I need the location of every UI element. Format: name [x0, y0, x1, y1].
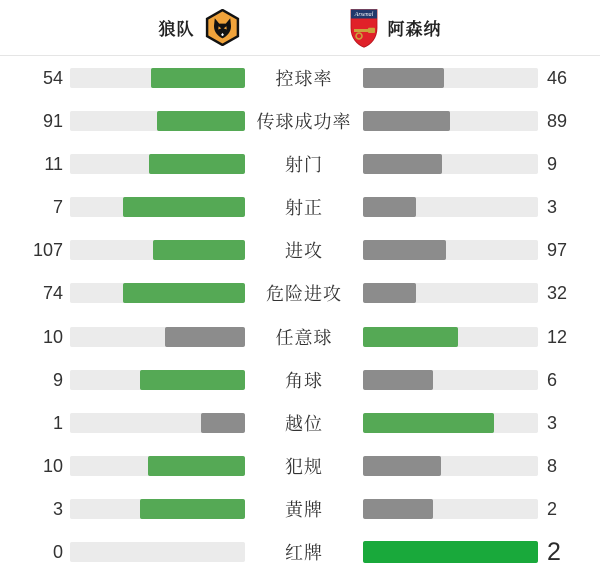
- away-bar-fill: [363, 111, 450, 131]
- away-value: 3: [547, 412, 558, 433]
- away-bar: [363, 370, 538, 390]
- away-bar-wrap: [363, 68, 538, 88]
- away-value: 6: [547, 369, 558, 390]
- home-value: 9: [52, 369, 63, 390]
- home-bar-fill: [151, 68, 246, 88]
- home-bar-fill: [153, 240, 245, 260]
- away-value: 2: [547, 537, 561, 566]
- away-bar-fill: [363, 68, 444, 88]
- stat-row: [0, 56, 600, 99]
- stat-row: [0, 488, 600, 531]
- away-bar-fill: [363, 413, 494, 433]
- away-bar: [363, 499, 538, 519]
- away-bar-fill: [363, 370, 433, 390]
- home-bar-fill: [165, 327, 245, 347]
- away-bar-wrap: [363, 327, 538, 347]
- home-value: 54: [42, 67, 63, 88]
- away-value: 46: [547, 67, 568, 88]
- away-value: 89: [547, 110, 568, 131]
- home-bar-fill: [157, 111, 245, 131]
- home-value: 7: [52, 197, 63, 218]
- stat-label: 控球率: [275, 68, 333, 89]
- home-value: 0: [52, 542, 63, 563]
- home-bar: [70, 240, 245, 260]
- stat-label: 射门: [285, 154, 323, 175]
- home-value: 3: [52, 499, 63, 520]
- away-bar-wrap: [363, 413, 538, 433]
- away-bar-wrap: [363, 541, 538, 563]
- home-bar: [70, 197, 245, 217]
- home-bar: [70, 413, 245, 433]
- home-bar-wrap: [63, 413, 245, 433]
- home-value: 10: [42, 456, 63, 477]
- away-value: 97: [547, 240, 568, 261]
- home-bar-wrap: [63, 154, 245, 174]
- arsenal-crest-icon: [349, 8, 379, 48]
- stat-row: [0, 229, 600, 272]
- away-value: 3: [547, 197, 558, 218]
- home-value: 10: [42, 326, 63, 347]
- away-bar: [363, 197, 538, 217]
- away-team-name: 阿森纳: [387, 20, 442, 39]
- stat-label: 红牌: [285, 543, 323, 564]
- home-value: 107: [32, 240, 63, 261]
- home-bar: [70, 370, 245, 390]
- team-home: [159, 9, 241, 46]
- home-bar-wrap: [63, 68, 245, 88]
- home-bar-wrap: [63, 499, 245, 519]
- away-bar-wrap: [363, 456, 538, 476]
- away-bar-fill: [363, 541, 538, 563]
- home-value: 74: [42, 283, 63, 304]
- home-bar-fill: [149, 154, 245, 174]
- home-bar: [70, 68, 245, 88]
- away-bar: [363, 456, 538, 476]
- home-team-name: 狼队: [158, 20, 195, 39]
- away-bar-wrap: [363, 240, 538, 260]
- away-bar-wrap: [363, 154, 538, 174]
- home-bar: [70, 111, 245, 131]
- stat-row: [0, 358, 600, 401]
- away-bar-wrap: [363, 197, 538, 217]
- stat-label: 黄牌: [285, 500, 323, 521]
- home-bar-fill: [140, 499, 245, 519]
- away-value: 9: [547, 153, 558, 174]
- home-bar-fill: [148, 456, 245, 476]
- home-bar-wrap: [63, 240, 245, 260]
- stat-row: [0, 401, 600, 444]
- stat-label: 犯规: [285, 457, 323, 478]
- home-bar-wrap: [63, 111, 245, 131]
- away-bar-wrap: [363, 370, 538, 390]
- away-bar-fill: [363, 283, 416, 303]
- stat-label: 射正: [285, 198, 323, 219]
- home-bar-fill: [123, 283, 245, 303]
- away-bar-fill: [363, 327, 458, 347]
- stat-label: 角球: [285, 370, 323, 391]
- home-bar: [70, 456, 245, 476]
- home-bar-wrap: [63, 327, 245, 347]
- away-value: 8: [547, 456, 558, 477]
- stat-row: [0, 315, 600, 358]
- home-bar-fill: [140, 370, 245, 390]
- away-bar-wrap: [363, 283, 538, 303]
- away-bar: [363, 413, 538, 433]
- stat-row: [0, 142, 600, 185]
- home-bar-wrap: [63, 197, 245, 217]
- away-bar: [363, 283, 538, 303]
- home-bar-fill: [123, 197, 246, 217]
- away-bar: [363, 68, 538, 88]
- stat-label: 进攻: [285, 241, 323, 262]
- stat-label: 越位: [285, 413, 323, 434]
- home-bar-fill: [201, 413, 245, 433]
- home-bar-wrap: [63, 456, 245, 476]
- stat-row: [0, 272, 600, 315]
- away-value: 32: [547, 283, 568, 304]
- stat-label: 危险进攻: [266, 284, 342, 305]
- home-value: 11: [44, 153, 63, 174]
- stat-label: 任意球: [275, 327, 333, 348]
- home-bar-wrap: [63, 542, 245, 562]
- home-value: 1: [52, 412, 63, 433]
- home-bar: [70, 283, 245, 303]
- away-bar-wrap: [363, 499, 538, 519]
- away-value: 12: [547, 326, 568, 347]
- away-bar: [363, 111, 538, 131]
- home-bar-wrap: [63, 283, 245, 303]
- away-bar-fill: [363, 197, 416, 217]
- away-bar-fill: [363, 154, 442, 174]
- away-bar-fill: [363, 240, 446, 260]
- away-bar: [363, 327, 538, 347]
- home-value: 91: [42, 110, 63, 131]
- stat-row: [0, 99, 600, 142]
- away-value: 2: [547, 499, 558, 520]
- match-header: [0, 0, 600, 56]
- home-bar: [70, 542, 245, 562]
- svg-text:Arsenal: Arsenal: [354, 11, 373, 18]
- wolves-crest-icon: [204, 9, 241, 46]
- home-bar-wrap: [63, 370, 245, 390]
- home-bar: [70, 154, 245, 174]
- stat-row: [0, 186, 600, 229]
- away-bar-wrap: [363, 111, 538, 131]
- stats-list: [0, 56, 600, 574]
- away-bar-fill: [363, 499, 433, 519]
- away-bar-fill: [363, 456, 441, 476]
- stat-row: [0, 445, 600, 488]
- away-bar: [363, 541, 538, 563]
- stat-label: 传球成功率: [256, 111, 352, 132]
- team-away: [349, 8, 442, 48]
- home-bar: [70, 499, 245, 519]
- home-bar: [70, 327, 245, 347]
- stat-row: [0, 531, 600, 574]
- away-bar: [363, 154, 538, 174]
- away-bar: [363, 240, 538, 260]
